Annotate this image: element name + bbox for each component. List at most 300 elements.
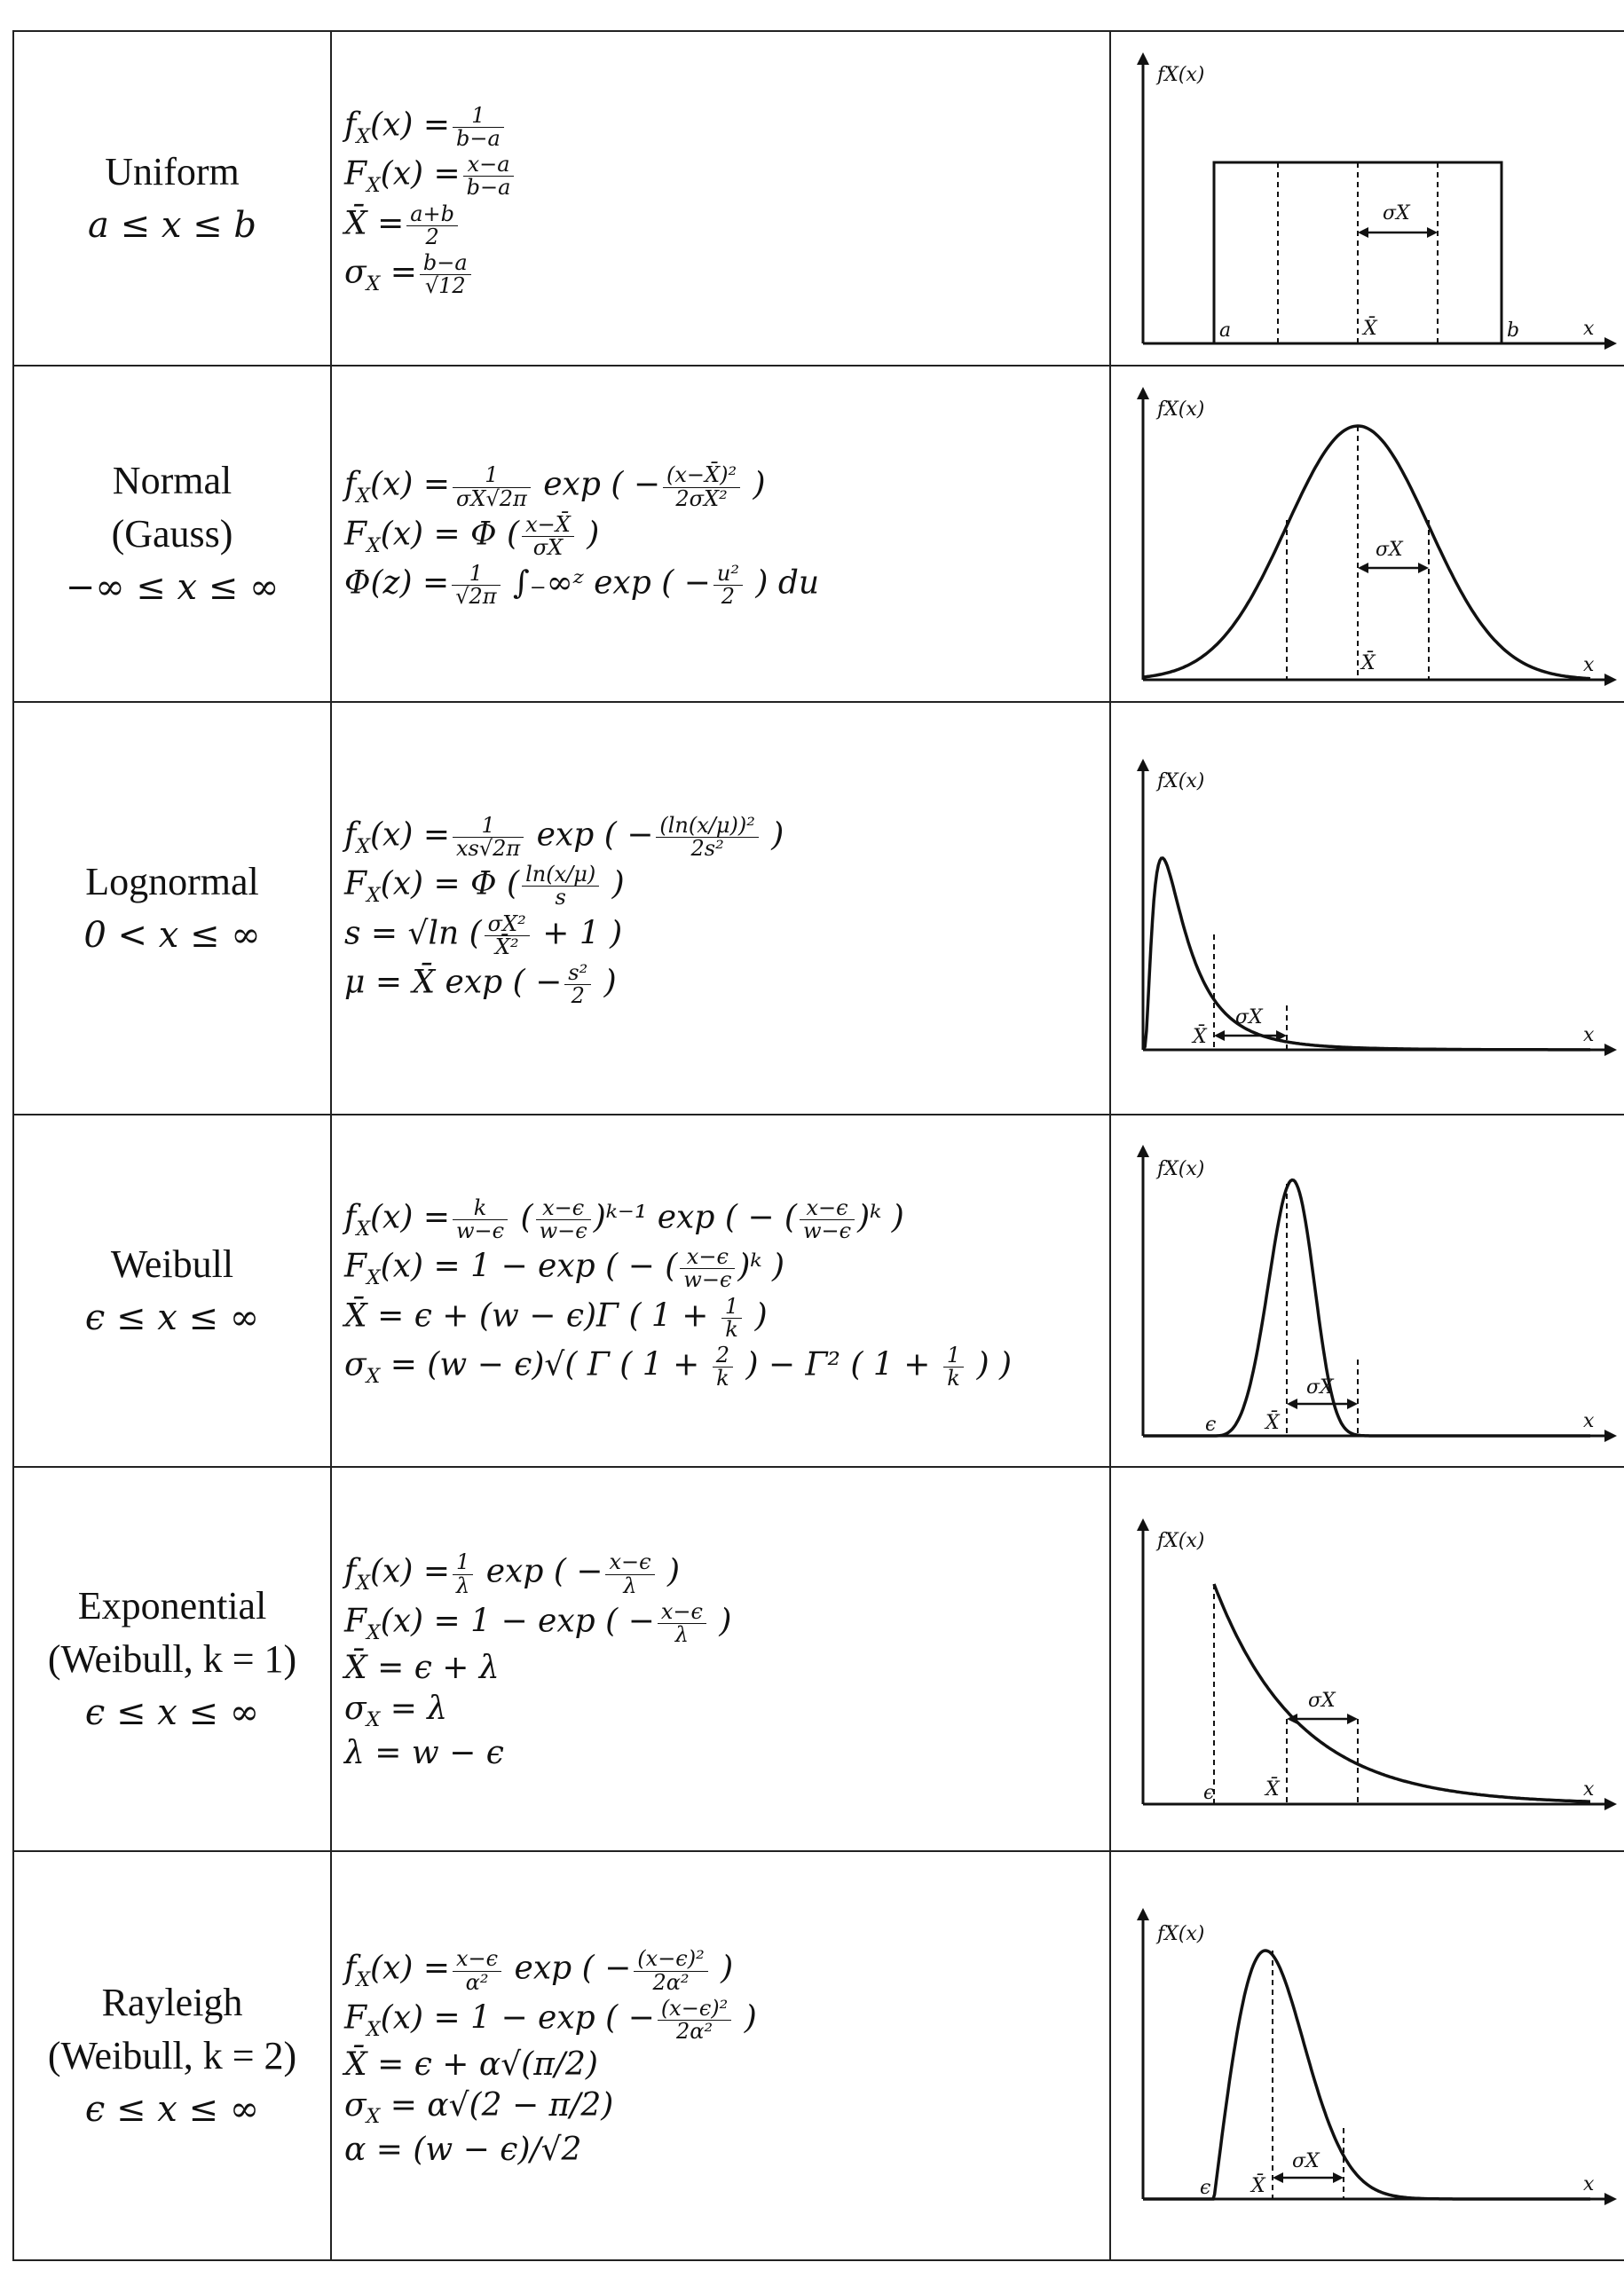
- x-axis-arrow: [1604, 1044, 1617, 1056]
- formula-arg: =: [360, 915, 398, 952]
- formula-text: ): [743, 467, 766, 504]
- name-cell: [13, 1467, 331, 1851]
- label-sigma: σX: [1308, 1690, 1336, 1712]
- label-sigma: σX: [1235, 1006, 1263, 1029]
- formula-text: ): [576, 516, 600, 553]
- formula-text: exp ( −: [526, 816, 654, 854]
- formula-text: √: [398, 915, 429, 952]
- formula-line: [344, 863, 1109, 909]
- formula-text: ): [594, 964, 617, 1001]
- formula-lhs: α: [344, 2132, 367, 2169]
- fraction: [564, 959, 591, 1009]
- arrow-head: [1273, 2172, 1283, 2183]
- arrow-head: [1214, 1030, 1225, 1041]
- formula-text: )ᵏ ): [857, 1199, 904, 1236]
- formula-line: [344, 154, 1109, 199]
- formula-arg: =: [380, 2086, 417, 2124]
- arrow-head: [1418, 563, 1429, 573]
- formula-line: [344, 102, 1109, 151]
- formula-text: (w − ϵ)√( Γ ( 1 +: [416, 1346, 710, 1383]
- denominator: w−ϵ: [539, 1218, 587, 1243]
- formula-text: ln (: [428, 915, 482, 952]
- formula-line: [344, 2132, 1109, 2168]
- denominator: λ: [674, 1622, 689, 1648]
- formula-line: [344, 1293, 1109, 1342]
- numerator: x−X̄: [522, 514, 574, 537]
- numerator: x−ϵ: [536, 1197, 591, 1220]
- formula-line: [344, 1598, 1109, 1648]
- label-epsilon: ϵ: [1205, 1414, 1217, 1436]
- formula-arg: (x) =: [380, 1248, 461, 1285]
- fraction: [663, 464, 740, 509]
- plot-cell: [1110, 1851, 1624, 2260]
- formula-sub: X: [356, 835, 370, 858]
- arrow-head: [1358, 563, 1368, 573]
- numerator: a+b: [406, 203, 458, 226]
- formula-lhs: f: [344, 816, 357, 854]
- y-axis-label: fX(x): [1157, 1530, 1205, 1552]
- fraction: [453, 102, 504, 151]
- numerator: x−ϵ: [453, 1948, 501, 1971]
- denominator: w−ϵ: [456, 1218, 505, 1243]
- fraction: [943, 1344, 964, 1390]
- distribution-name-sub: (Gauss): [111, 511, 233, 556]
- arrow-head: [1287, 1399, 1297, 1409]
- distribution-name: Lognormal: [85, 859, 259, 903]
- distribution-domain: ϵ ≤ x ≤ ∞: [84, 2088, 260, 2130]
- numerator: 1: [943, 1344, 964, 1368]
- fraction: [463, 154, 515, 199]
- formula-text: 1 − exp ( −: [460, 1999, 655, 2037]
- x-axis-arrow: [1604, 674, 1617, 686]
- denominator: √12: [424, 273, 466, 299]
- formula-arg: =: [364, 1735, 402, 1772]
- label-b: b: [1507, 319, 1520, 342]
- fraction: [453, 1948, 501, 1993]
- denominator: 2: [721, 584, 736, 610]
- x-axis-label: x: [1583, 2173, 1595, 2195]
- formula-arg: (x) =: [370, 1199, 450, 1236]
- formula-text: ) du: [745, 564, 820, 602]
- formula-text: )ᵏ⁻¹ exp ( − (: [593, 1199, 797, 1236]
- label-mean: X̄: [1361, 652, 1376, 674]
- formula-line: [344, 910, 1109, 959]
- fraction: [453, 1194, 508, 1243]
- fraction: [522, 863, 599, 909]
- fraction: [420, 249, 471, 299]
- denominator: 2α²: [652, 1969, 690, 1995]
- formula-line: [344, 2087, 1109, 2128]
- formula-lhs: f: [344, 1199, 357, 1236]
- fraction: [658, 1598, 706, 1648]
- fraction: [713, 563, 743, 608]
- numerator: k: [453, 1197, 508, 1220]
- formula-arg: (x) =: [370, 1554, 450, 1591]
- formula-cell: [331, 702, 1110, 1115]
- formula-sub: X: [366, 534, 381, 557]
- formula-arg: =: [380, 254, 417, 291]
- formula-text: (: [510, 1199, 533, 1236]
- formula-line: [344, 249, 1109, 299]
- denominator: σX: [532, 535, 564, 560]
- formula-arg: (z) =: [370, 564, 450, 602]
- denominator: X̄²: [494, 934, 519, 959]
- formula-cell: [331, 1851, 1110, 2260]
- formula-lhs: f: [344, 106, 357, 144]
- fraction: [656, 812, 758, 861]
- formula-sub: X: [366, 272, 381, 296]
- fraction: [800, 1194, 855, 1243]
- formula-text: ): [657, 1554, 681, 1591]
- numerator: 1: [453, 105, 504, 128]
- denominator: w−ϵ: [683, 1267, 732, 1293]
- label-mean: X̄: [1265, 1778, 1280, 1801]
- formula-sub: X: [356, 125, 370, 148]
- plot-cell: [1110, 366, 1624, 702]
- y-axis-arrow: [1137, 1518, 1149, 1531]
- formula-lhs: X̄: [344, 1297, 367, 1335]
- fraction: [680, 1246, 735, 1291]
- label-epsilon: ϵ: [1203, 1782, 1215, 1804]
- label-epsilon: ϵ: [1200, 2177, 1211, 2199]
- formula-arg: (x) =: [380, 155, 461, 193]
- formula-sub: X: [356, 1969, 370, 1992]
- exponential-pdf-plot: [1111, 1469, 1624, 1849]
- formula-lhs: Φ: [344, 564, 371, 602]
- numerator: σX²: [485, 913, 530, 936]
- formula-text: ) − Γ² ( 1 +: [736, 1346, 941, 1383]
- normal-pdf-plot: [1111, 367, 1624, 700]
- formula-line: [344, 464, 1109, 509]
- formula-line: [344, 1995, 1109, 2045]
- denominator: s: [555, 885, 566, 910]
- formula-arg: =: [380, 1690, 417, 1727]
- x-axis-label: x: [1583, 654, 1595, 676]
- denominator: w−ϵ: [802, 1218, 852, 1243]
- distribution-name-sub: (Weibull, k = 2): [47, 2033, 297, 2077]
- label-mean: X̄: [1251, 2175, 1265, 2197]
- formula-text: exp ( −: [476, 1554, 603, 1591]
- formula-arg: (x) =: [370, 106, 450, 144]
- numerator: (x−ϵ)²: [634, 1948, 707, 1971]
- formula-lhs: σ: [344, 2086, 367, 2124]
- formula-line: [344, 1344, 1109, 1390]
- arrow-head: [1427, 227, 1438, 238]
- numerator: x−ϵ: [680, 1246, 735, 1269]
- row-normal: [13, 366, 1624, 702]
- formula-text: ϵ + α√(π/2): [404, 2046, 598, 2084]
- x-axis-label: x: [1583, 1024, 1595, 1046]
- pdf-curve: [1143, 1951, 1590, 2199]
- numerator: 1: [453, 464, 531, 487]
- formula-text: exp ( −: [504, 1951, 632, 1988]
- formula-text: ϵ + λ: [404, 1650, 500, 1687]
- formula-sub: X: [366, 885, 381, 907]
- x-axis-label: x: [1583, 318, 1595, 340]
- formula-line: [344, 1194, 1109, 1243]
- numerator: s²: [564, 962, 591, 985]
- denominator: xs√2π: [456, 835, 521, 861]
- x-axis-arrow: [1604, 2193, 1617, 2205]
- formula-text: ): [602, 865, 625, 903]
- row-uniform: [13, 31, 1624, 366]
- name-cell: [13, 1115, 331, 1467]
- denominator: b−a: [456, 125, 501, 151]
- distribution-table: [12, 30, 1624, 2261]
- weibull-pdf-plot: [1111, 1116, 1624, 1465]
- uniform-pdf-plot: [1111, 33, 1624, 364]
- formula-arg: (x) =: [370, 467, 450, 504]
- formula-lhs: σ: [344, 1690, 367, 1727]
- label-sigma: σX: [1292, 2150, 1320, 2172]
- fraction: [452, 563, 500, 608]
- row-exponential: [13, 1467, 1624, 1851]
- formula-line: [344, 959, 1109, 1009]
- formula-line: [344, 1735, 1109, 1771]
- distribution-name: Exponential: [77, 1583, 267, 1628]
- fraction: [634, 1948, 707, 1993]
- distribution-name: Rayleigh: [101, 1980, 243, 2024]
- formula-lhs: μ: [344, 964, 366, 1001]
- formula-sub: X: [366, 1621, 381, 1644]
- formula-text: α√(2 − π/2): [416, 2086, 614, 2124]
- label-mean: X̄: [1193, 1026, 1207, 1048]
- fraction: [485, 910, 530, 959]
- formula-lhs: σ: [344, 254, 367, 291]
- formula-text: ): [710, 1951, 734, 1988]
- denominator: 2s²: [690, 835, 724, 861]
- fraction: [658, 1995, 731, 2045]
- formula-text: 1 − exp ( −: [460, 1603, 655, 1640]
- denominator: k: [947, 1366, 960, 1391]
- name-cell: [13, 1851, 331, 2260]
- fraction: [406, 203, 458, 248]
- formula-lhs: f: [344, 1554, 357, 1591]
- row-weibull: [13, 1115, 1624, 1467]
- distribution-name: Normal: [112, 458, 233, 502]
- formula-lhs: X̄: [344, 2046, 367, 2084]
- formula-arg: =: [367, 1650, 405, 1687]
- arrow-head: [1347, 1399, 1358, 1409]
- formula-text: ): [745, 1297, 768, 1335]
- fraction: [453, 464, 531, 509]
- numerator: x−ϵ: [800, 1197, 855, 1220]
- formula-sub: X: [356, 1573, 370, 1596]
- pdf-curve: [1143, 426, 1590, 679]
- denominator: 2: [571, 983, 585, 1009]
- label-sigma: σX: [1306, 1376, 1334, 1399]
- denominator: σX√2π: [456, 485, 527, 511]
- denominator: α²: [465, 1969, 489, 1995]
- formula-lhs: F: [344, 865, 367, 903]
- numerator: 2: [713, 1344, 733, 1368]
- x-axis-label: x: [1583, 1410, 1595, 1432]
- formula-line: [344, 1691, 1109, 1731]
- formula-line: [344, 203, 1109, 248]
- formula-arg: (x) =: [370, 1951, 450, 1988]
- y-axis-label: fX(x): [1157, 1923, 1205, 1945]
- numerator: (x−ϵ)²: [658, 1998, 731, 2021]
- pdf-curve: [1144, 858, 1591, 1050]
- rayleigh-pdf-plot: [1111, 1853, 1624, 2258]
- y-axis-arrow: [1137, 52, 1149, 65]
- denominator: k: [725, 1316, 738, 1342]
- formula-line: [344, 563, 1109, 608]
- formula-sub: X: [356, 1218, 370, 1241]
- y-axis-arrow: [1137, 759, 1149, 771]
- formula-sub: X: [366, 1365, 381, 1388]
- formula-arg: =: [367, 205, 405, 242]
- numerator: 1: [452, 563, 500, 586]
- numerator: 1: [453, 1551, 473, 1574]
- numerator: (ln(x/μ))²: [656, 815, 758, 838]
- formula-text: ): [761, 816, 784, 854]
- formula-sub: X: [366, 1267, 381, 1289]
- denominator: 2α²: [675, 2019, 713, 2045]
- formula-text: 1 − exp ( − (: [460, 1248, 678, 1285]
- row-lognormal: [13, 702, 1624, 1115]
- label-sigma: σX: [1376, 539, 1403, 561]
- formula-arg: (x) =: [380, 516, 461, 553]
- formula-text: Φ (: [460, 865, 520, 903]
- formula-line: [344, 1650, 1109, 1686]
- denominator: λ: [456, 1573, 470, 1598]
- formula-line: [344, 2046, 1109, 2083]
- denominator: √2π: [455, 584, 497, 610]
- formula-text: ∫₋∞ᶻ exp ( −: [502, 564, 711, 602]
- label-mean: X̄: [1363, 318, 1377, 340]
- formula-line: [344, 1551, 1109, 1596]
- x-axis-arrow: [1604, 1430, 1617, 1442]
- fraction: [721, 1293, 742, 1342]
- formula-text: )ᵏ ): [737, 1248, 785, 1285]
- distribution-domain: a ≤ x ≤ b: [88, 204, 256, 246]
- formula-line: [344, 511, 1109, 560]
- y-axis-arrow: [1137, 1908, 1149, 1920]
- fraction: [536, 1194, 591, 1243]
- label-sigma: σX: [1383, 202, 1410, 225]
- distribution-name-sub: (Weibull, k = 1): [47, 1636, 297, 1681]
- plot-cell: [1110, 1115, 1624, 1467]
- arrow-head: [1333, 2172, 1344, 2183]
- plot-cell: [1110, 31, 1624, 366]
- distribution-domain: ϵ ≤ x ≤ ∞: [84, 1691, 260, 1733]
- fraction: [713, 1344, 733, 1390]
- formula-lhs: X̄: [344, 205, 367, 242]
- formula-text: exp (: [532, 467, 624, 504]
- formula-line: [344, 1948, 1109, 1993]
- name-cell: [13, 366, 331, 702]
- distribution-domain: −∞ ≤ x ≤ ∞: [65, 566, 280, 608]
- formula-lhs: f: [344, 1951, 357, 1988]
- denominator: λ: [623, 1573, 637, 1598]
- numerator: x−ϵ: [658, 1601, 706, 1624]
- numerator: x−ϵ: [605, 1551, 654, 1574]
- formula-text: Φ (: [460, 516, 520, 553]
- formula-text: ϵ + (w − ϵ)Γ ( 1 +: [404, 1297, 719, 1335]
- formula-text: w − ϵ: [401, 1735, 504, 1772]
- denominator: k: [716, 1366, 729, 1391]
- distribution-domain: 0 < x ≤ ∞: [83, 914, 261, 956]
- formula-arg: =: [367, 2046, 405, 2084]
- arrow-head: [1358, 227, 1368, 238]
- formula-sub: X: [366, 2105, 381, 2128]
- formula-arg: =: [365, 964, 403, 1001]
- formula-arg: (x) =: [380, 1999, 461, 2037]
- formula-lhs: F: [344, 516, 367, 553]
- formula-lhs: F: [344, 1603, 367, 1640]
- formula-line: [344, 812, 1109, 861]
- formula-text: −: [623, 467, 661, 504]
- distribution-name: Uniform: [105, 149, 240, 193]
- numerator: (x−X̄)²: [663, 464, 740, 487]
- formula-sub: X: [366, 175, 381, 197]
- name-cell: [13, 702, 331, 1115]
- name-cell: [13, 31, 331, 366]
- distribution-name: Weibull: [110, 1241, 234, 1286]
- x-axis-label: x: [1583, 1778, 1595, 1801]
- fraction: [605, 1551, 654, 1596]
- formula-text: ): [708, 1603, 732, 1640]
- numerator: u²: [713, 563, 743, 586]
- fraction: [453, 812, 524, 861]
- row-rayleigh: [13, 1851, 1624, 2260]
- x-axis-arrow: [1604, 337, 1617, 350]
- fraction: [453, 1551, 473, 1596]
- formula-text: X̄ exp ( −: [402, 964, 563, 1001]
- denominator: 2σX²: [675, 485, 728, 511]
- y-axis-label: fX(x): [1157, 398, 1205, 421]
- formula-cell: [331, 31, 1110, 366]
- numerator: 1: [721, 1296, 742, 1319]
- formula-lhs: F: [344, 1999, 367, 2037]
- formula-sub: X: [366, 1708, 381, 1731]
- pdf-curve: [1214, 1584, 1590, 1801]
- formula-lhs: σ: [344, 1346, 367, 1383]
- y-axis-label: fX(x): [1157, 64, 1205, 86]
- formula-cell: [331, 1467, 1110, 1851]
- formula-arg: =: [367, 1297, 405, 1335]
- plot-cell: [1110, 702, 1624, 1115]
- formula-sub: X: [366, 2018, 381, 2041]
- y-axis-arrow: [1137, 1145, 1149, 1157]
- denominator: b−a: [466, 175, 511, 201]
- formula-text: ) ): [966, 1346, 1013, 1383]
- formula-arg: =: [380, 1346, 417, 1383]
- pdf-curve: [1143, 1180, 1590, 1436]
- formula-arg: (x) =: [380, 865, 461, 903]
- formula-text: λ: [416, 1690, 448, 1727]
- numerator: b−a: [420, 252, 471, 275]
- fraction: [522, 511, 574, 560]
- formula-lhs: F: [344, 155, 367, 193]
- formula-lhs: X̄: [344, 1650, 367, 1687]
- formula-sub: X: [356, 485, 370, 508]
- formula-cell: [331, 1115, 1110, 1467]
- label-a: a: [1219, 319, 1232, 342]
- formula-lhs: f: [344, 467, 357, 504]
- numerator: 1: [453, 815, 524, 838]
- formula-lhs: F: [344, 1248, 367, 1285]
- formula-text: (w − ϵ)/√2: [402, 2132, 582, 2169]
- formula-text: + 1 ): [532, 915, 623, 952]
- formula-arg: =: [366, 2132, 403, 2169]
- formula-lhs: λ: [344, 1735, 365, 1772]
- formula-lhs: s: [344, 915, 361, 952]
- formula-arg: (x) =: [380, 1603, 461, 1640]
- formula-text: ): [734, 1999, 757, 2037]
- y-axis-arrow: [1137, 387, 1149, 399]
